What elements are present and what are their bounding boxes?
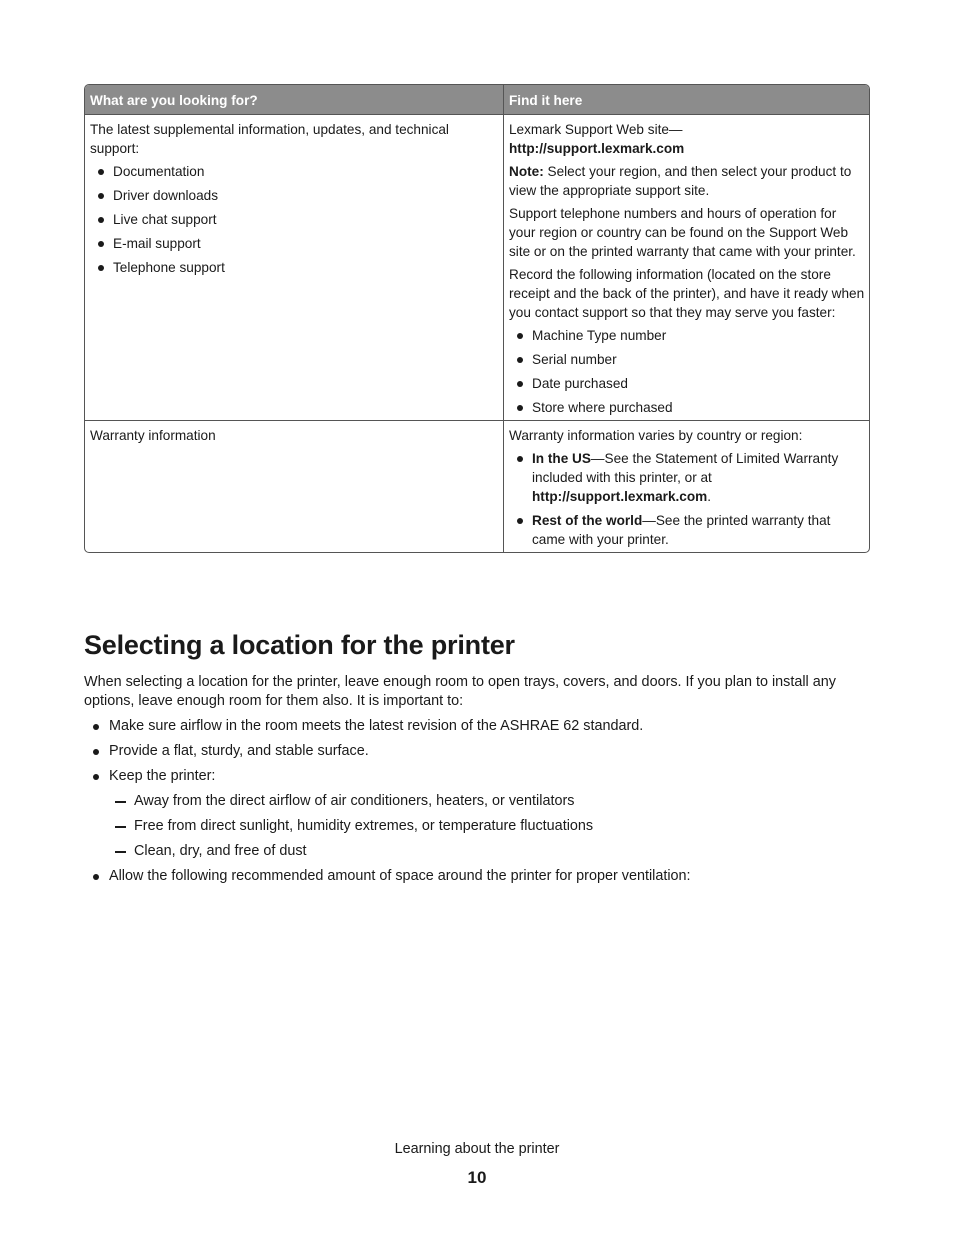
column-header: Find it here: [504, 85, 869, 114]
section-title: Selecting a location for the printer: [84, 630, 515, 660]
list-item: Store where purchased: [509, 398, 865, 417]
list-item: [509, 449, 865, 506]
list-item: [84, 767, 874, 861]
table-cell: [504, 420, 869, 552]
list-item: Provide a flat, sturdy, and stable surface.: [84, 742, 874, 761]
section-body: [84, 673, 874, 892]
column-header: What are you looking for?: [85, 85, 504, 114]
cell-text: Warranty information varies by country or region:: [509, 428, 803, 443]
list-item: E-mail support: [90, 234, 499, 253]
support-url-link[interactable]: http://support.lexmark.com: [532, 489, 708, 504]
region-text: —See the Statement of Limited Warranty included with this printer, or at: [532, 451, 839, 485]
region-text: —See the printed warranty that came with your printer.: [532, 513, 831, 547]
warranty-list: [509, 449, 865, 549]
cell-text: [509, 120, 865, 158]
support-site-label: Lexmark Support Web site—: [509, 122, 683, 137]
table-row: [85, 114, 869, 420]
cell-text: Support telephone numbers and hours of operation for your region or country can be found on the Support Web site or on the printed warranty that came with your printer.: [509, 206, 856, 259]
note-label: Note:: [509, 164, 544, 179]
list-item: Telephone support: [90, 258, 499, 277]
record-info-list: [509, 326, 865, 417]
list-item: [509, 511, 865, 549]
list-item: Make sure airflow in the room meets the latest revision of the ASHRAE 62 standard.: [84, 717, 874, 736]
table-row: [85, 420, 869, 552]
support-url-link[interactable]: http://support.lexmark.com: [509, 141, 685, 156]
list-item: Serial number: [509, 350, 865, 369]
list-item: Driver downloads: [90, 186, 499, 205]
table-cell: [85, 420, 504, 552]
section-intro: When selecting a location for the printer, leave enough room to open trays, covers, and doors. If you plan to install any options, leave enough room for them also. It is important to:: [84, 674, 836, 709]
page-number: 10: [467, 1168, 487, 1187]
list-item: Documentation: [90, 162, 499, 181]
sub-list-item: Free from direct sunlight, humidity extremes, or temperature fluctuations: [109, 817, 874, 836]
note-text: [509, 162, 865, 200]
punctuation: .: [707, 489, 712, 504]
note-body: Select your region, and then select your product to view the appropriate support site.: [509, 164, 852, 198]
list-item-text: Keep the printer:: [109, 768, 216, 784]
sub-list-item: Away from the direct airflow of air conditioners, heaters, or ventilators: [109, 792, 874, 811]
table-cell: [85, 114, 504, 420]
table-header-row: [85, 85, 869, 114]
keep-printer-sublist: [109, 792, 874, 861]
cell-text: The latest supplemental information, updates, and technical support:: [90, 122, 449, 156]
support-info-table: [84, 84, 870, 553]
list-item: Allow the following recommended amount of space around the printer for proper ventilation:: [84, 867, 874, 886]
sub-list-item: Clean, dry, and free of dust: [109, 842, 874, 861]
support-table-container: [84, 84, 870, 553]
support-type-list: [90, 162, 499, 277]
location-requirements-list: [84, 717, 874, 886]
region-label: Rest of the world: [532, 513, 643, 528]
region-label: In the US: [532, 451, 591, 466]
cell-text: Warranty information: [90, 428, 216, 443]
list-item: Live chat support: [90, 210, 499, 229]
table-cell: [504, 114, 869, 420]
footer-chapter-title: Learning about the printer: [394, 1141, 560, 1157]
list-item: Date purchased: [509, 374, 865, 393]
cell-text: Record the following information (located on the store receipt and the back of the printer), and have it ready when you contact support so that they may serve you faster:: [509, 267, 865, 320]
list-item: Machine Type number: [509, 326, 865, 345]
